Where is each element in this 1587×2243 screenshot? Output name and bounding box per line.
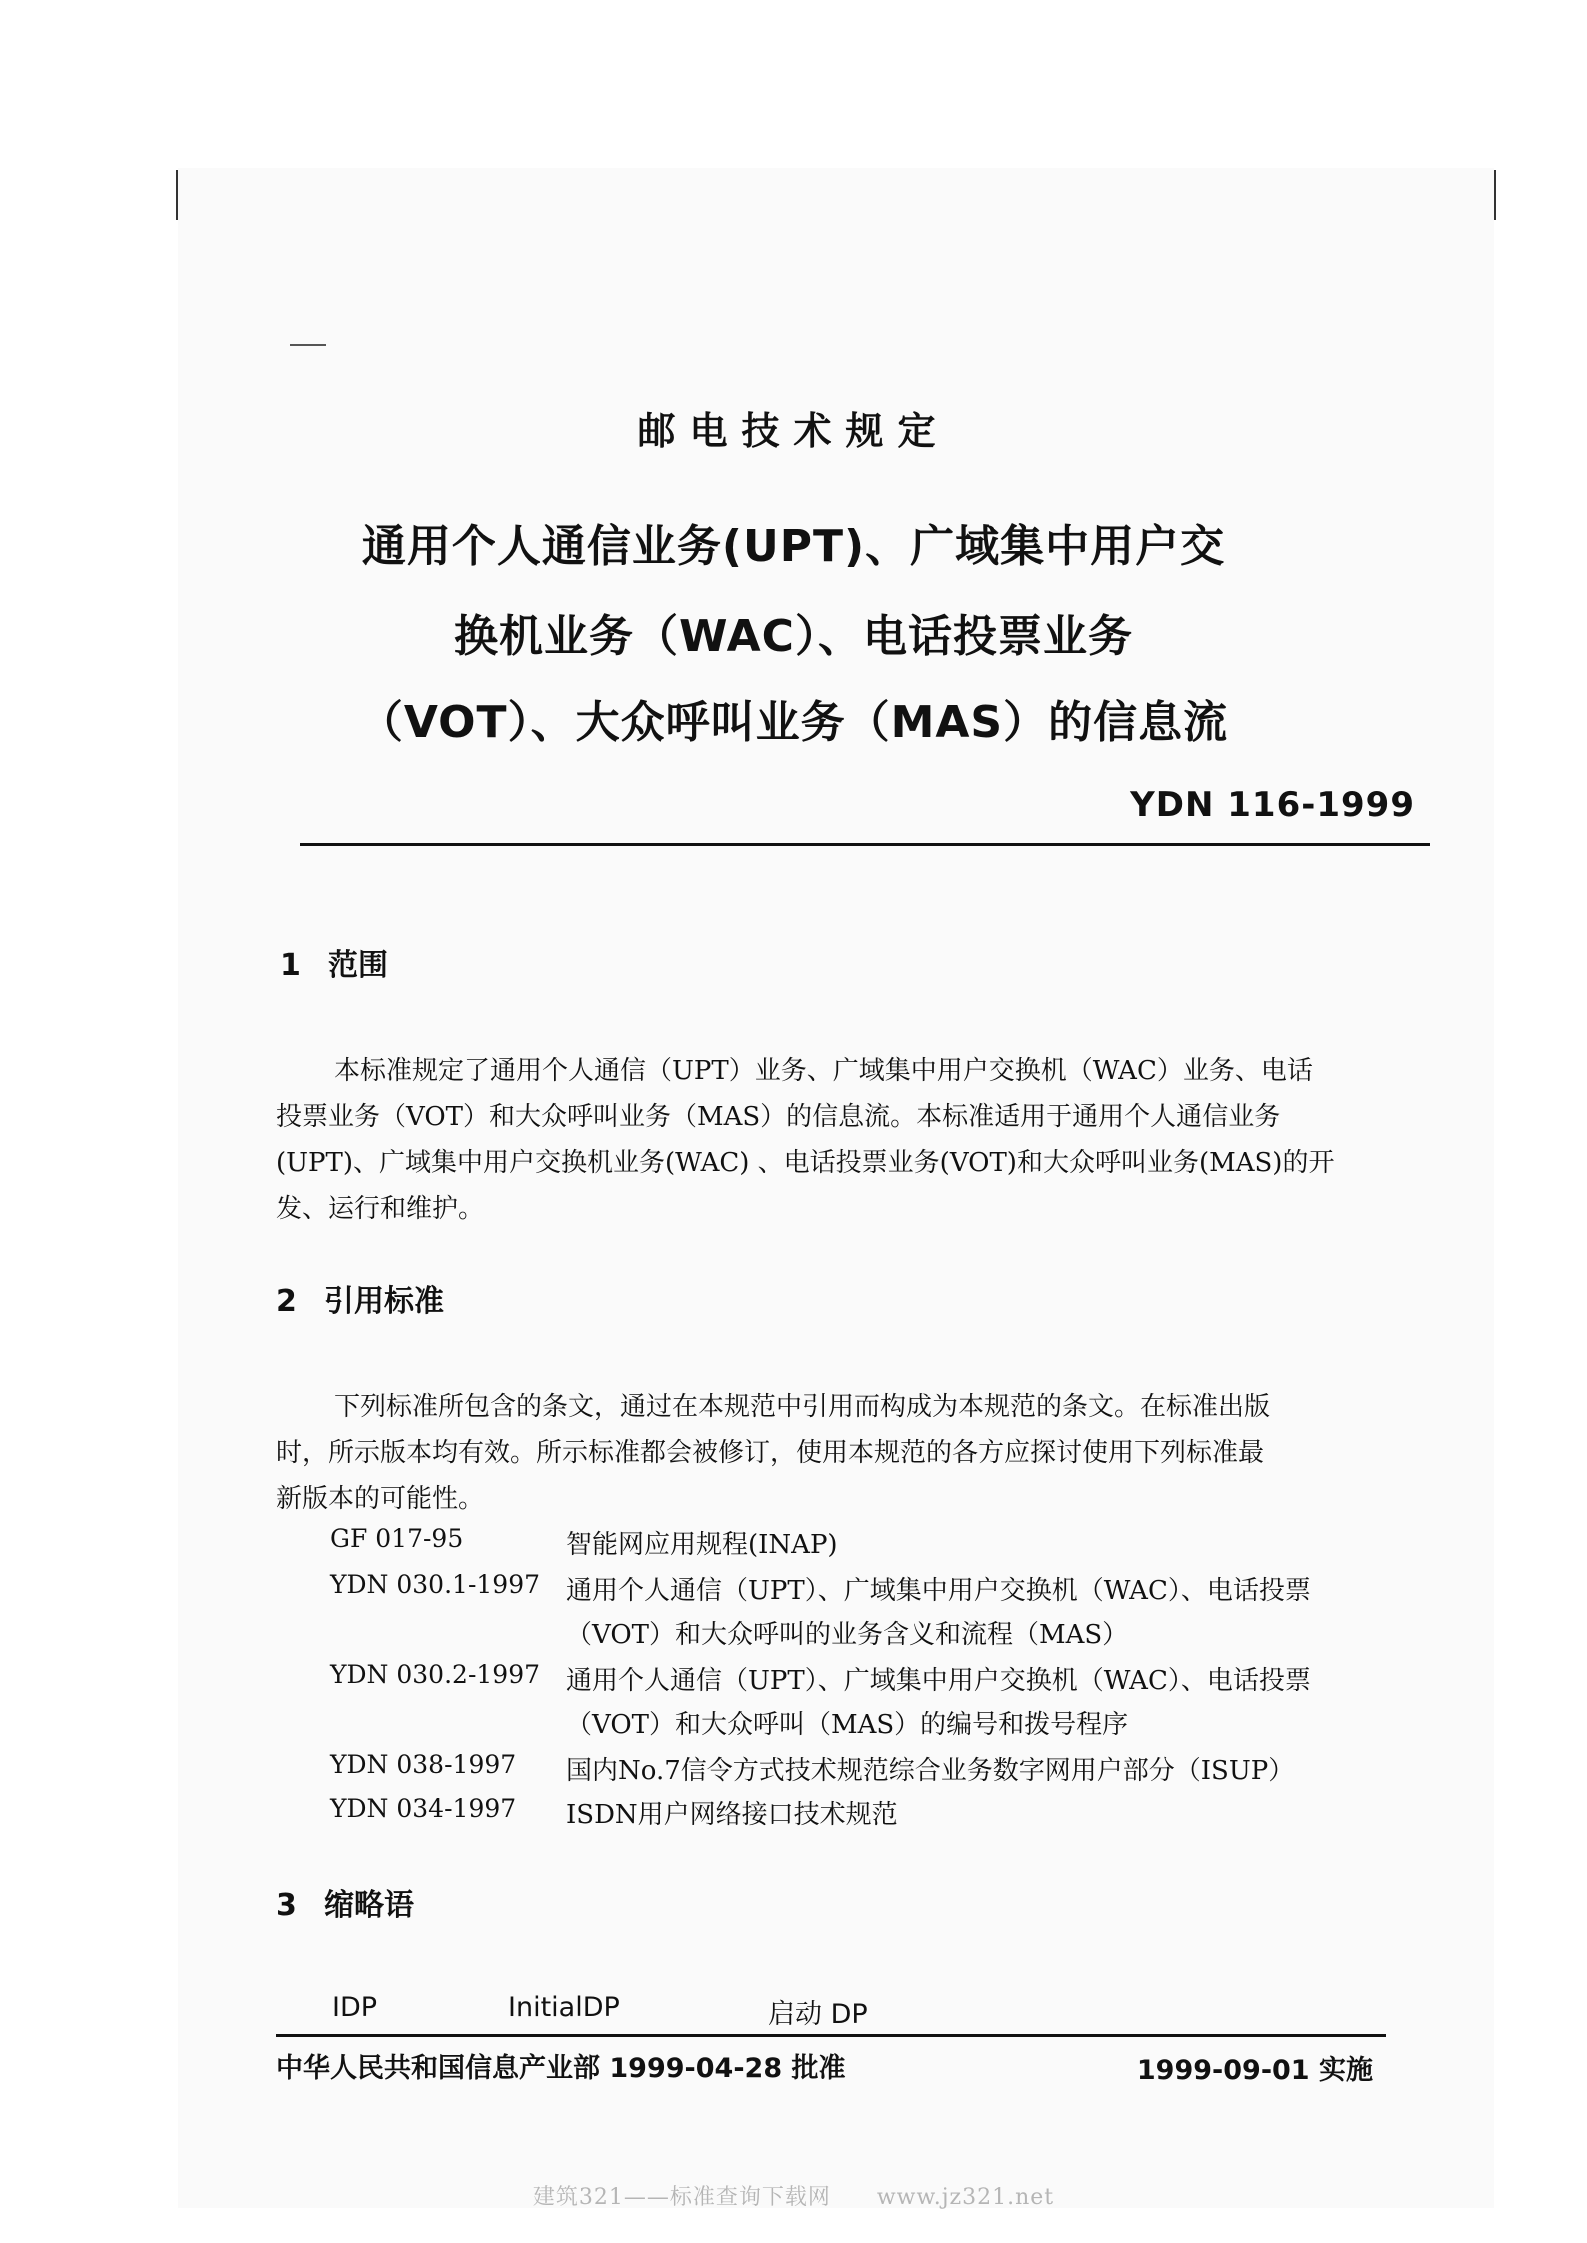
reference-code: YDN 030.1-1997 [330,1570,541,1599]
abbreviation-full-form: InitialDP [508,1992,620,2023]
doc-number: YDN 116-1999 [1130,785,1415,825]
title-rule [300,843,1430,846]
reference-title: 通用个人通信（UPT）、广域集中用户交换机（WAC）、电话投票 [566,1666,1311,1696]
section-1-line-1: 本标准规定了通用个人通信（UPT）业务、广域集中用户交换机（WAC）业务、电话 [334,1056,1313,1086]
org-title: 邮电技术规定 [637,409,950,453]
footer-effective-date: 1999-09-01 实施 [1136,2055,1373,2086]
section-2-number: 2 [276,1284,297,1319]
reference-title-continued: （VOT）和大众呼叫（MAS）的编号和拨号程序 [566,1710,1129,1740]
section-1-heading [280,940,388,984]
doc-title-line-2: 换机业务（WAC）、电话投票业务 [454,611,1133,662]
reference-title: 国内No.7信令方式技术规范综合业务数字网用户部分（ISUP） [566,1756,1295,1786]
footer-rule [276,2034,1386,2037]
section-1-line-2: 投票业务（VOT）和大众呼叫业务（MAS）的信息流。本标准适用于通用个人通信业务 [276,1102,1281,1132]
section-3-number: 3 [276,1888,297,1923]
section-3-heading [276,1880,414,1924]
reference-code: YDN 038-1997 [330,1750,517,1779]
section-2-line-1: 下列标准所包含的条文，通过在本规范中引用而构成为本规范的条文。在标准出版 [334,1392,1271,1422]
watermark: 建筑321——标准查询下载网 www.jz321.net [532,2185,1055,2210]
reference-title-continued: （VOT）和大众呼叫的业务含义和流程（MAS） [566,1620,1129,1650]
section-1-title: 范围 [328,948,388,983]
section-2-line-3: 新版本的可能性。 [276,1484,485,1514]
reference-code: GF 017-95 [330,1524,464,1553]
section-2-title: 引用标准 [324,1284,444,1319]
section-1-line-4: 发、运行和维护。 [276,1194,485,1224]
section-1-line-3: (UPT)、广域集中用户交换机业务(WAC) 、电话投票业务(VOT)和大众呼叫业务(MAS)的开 [276,1148,1335,1178]
section-2-line-2: 时，所示版本均有效。所示标准都会被修订，使用本规范的各方应探讨使用下列标准最 [276,1438,1265,1468]
reference-title: ISDN用户网络接口技术规范 [566,1800,898,1830]
footer-issuer: 中华人民共和国信息产业部 1999-04-28 批准 [276,2053,846,2084]
scan-edge-mark-left [176,170,178,220]
reference-code: YDN 030.2-1997 [330,1660,541,1689]
doc-title-line-1: 通用个人通信业务(UPT)、广域集中用户交 [361,521,1226,572]
doc-title-line-3: （VOT）、大众呼叫业务（MAS）的信息流 [358,697,1229,748]
scan-edge-mark-right [1494,170,1496,220]
reference-title: 智能网应用规程(INAP) [566,1530,838,1560]
section-2-heading [276,1276,444,1320]
section-3-title: 缩略语 [324,1888,414,1923]
scan-speck [290,344,326,346]
reference-title: 通用个人通信（UPT）、广域集中用户交换机（WAC）、电话投票 [566,1576,1311,1606]
section-1-number: 1 [280,948,301,983]
abbreviation-term: IDP [332,1992,378,2023]
reference-code: YDN 034-1997 [330,1794,517,1823]
abbreviation-meaning: 启动 DP [768,1999,868,2030]
